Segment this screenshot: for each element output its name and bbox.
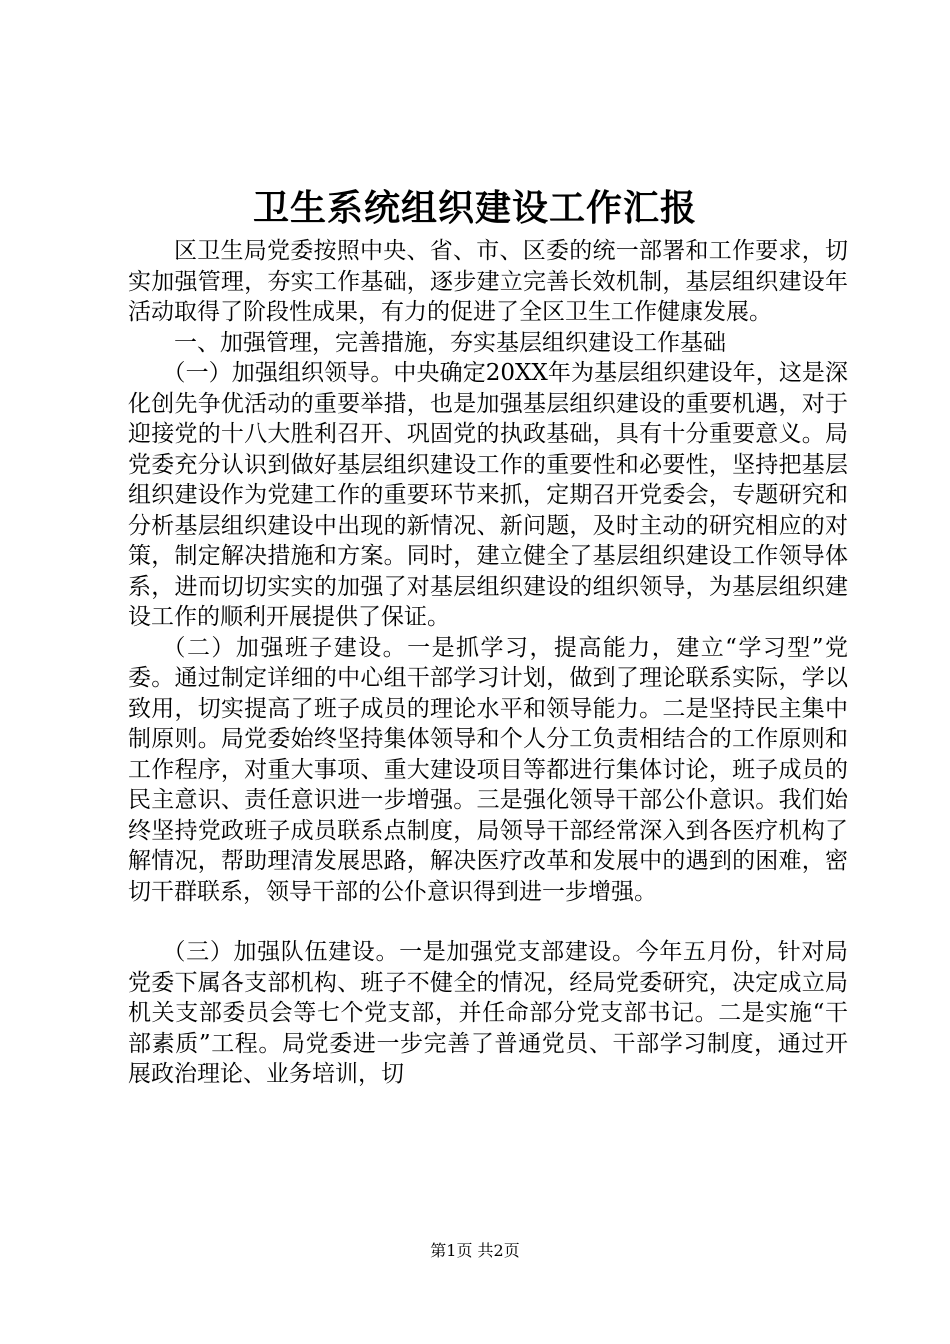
document-body [128,236,848,1090]
subsection-paragraph-2: （二）加强班子建设。一是抓学习，提高能力，建立“学习型”党委。通过制定详细的中心组干部学习计划，做到了理论联系实际，学以致用，切实提高了班子成员的理论水平和领导能力。二是坚持民主集中制原则。局党委始终坚持集体领导和个人分工负责相结合的工作原则和工作程序，对重大事项、重大建设项目等都进行集体讨论，班子成员的民主意识、责任意识进一步增强。三是强化领导干部公仆意识。我们始终坚持党政班子成员联系点制度，局领导干部经常深入到各医疗机构了解情况，帮助理清发展思路，解决医疗改革和发展中的遇到的困难，密切干群联系，领导干部的公仆意识得到进一步增强。 [128,634,848,905]
subsection-paragraph-3: （三）加强队伍建设。一是加强党支部建设。今年五月份，针对局党委下属各支部机构、班子不健全的情况，经局党委研究，决定成立局机关支部委员会等七个党支部，并任命部分党支部书记。二是实施“干部素质”工程。局党委进一步完善了普通党员、干部学习制度，通过开展政治理论、业务培训，切 [128,939,848,1087]
paragraph-gap [128,907,848,937]
section-heading-1: 一、加强管理，完善措施，夯实基层组织建设工作基础 [174,329,726,356]
page-footer: 第1页 共2页 [430,1241,520,1260]
subsection-paragraph-1: （一）加强组织领导。中央确定20XX年为基层组织建设年，这是深化创先争优活动的重要举措，也是加强基层组织建设的重要机遇，对于迎接党的十八大胜利召开、巩固党的执政基础，具有十分重要意义。局党委充分认识到做好基层组织建设工作的重要性和必要性，坚持把基层组织建设作为党建工作的重要环节来抓，定期召开党委会，专题研究和分析基层组织建设中出现的新情况、新问题，及时主动的研究相应的对策，制定解决措施和方案。同时，建立健全了基层组织建设工作领导体系，进而切切实实的加强了对基层组织建设的组织领导，为基层组织建设工作的顺利开展提供了保证。 [128,360,848,630]
intro-paragraph: 区卫生局党委按照中央、省、市、区委的统一部署和工作要求，切实加强管理，夯实工作基础，逐步建立完善长效机制，基层组织建设年活动取得了阶段性成果，有力的促进了全区卫生工作健康发展。 [128,238,848,325]
document-title: 卫生系统组织建设工作汇报 [252,187,697,229]
